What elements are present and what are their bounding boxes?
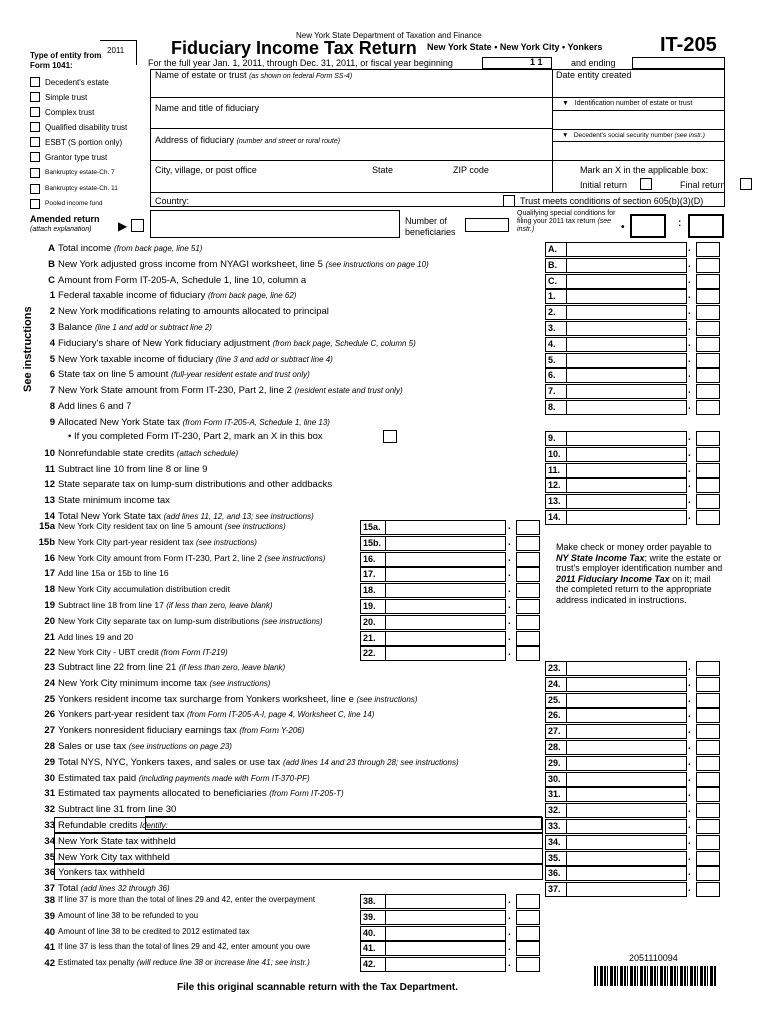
amount-field[interactable] [567,819,687,834]
line-number-box: 30. [545,772,567,787]
withholding-row-border [54,864,543,880]
line-number-box: 23. [545,661,567,676]
line-number-box: 20. [360,615,386,630]
cents-field[interactable] [516,615,540,630]
mark-x-label: Mark an X in the applicable box: [580,165,709,175]
line-text: New York State tax withheld [58,835,176,847]
city-label[interactable]: City, village, or post office [155,165,257,175]
entity-type-checkbox[interactable] [30,107,40,117]
cents-field[interactable] [516,552,540,567]
period-end-field[interactable] [632,57,725,69]
line-text: Refundable credits Identify: [58,820,168,831]
line-label: 23 [44,662,55,673]
line-label: 38 [44,895,55,906]
line-text: New York State amount from Form IT-230, Part 2, line 2 (resident estate and trust only) [58,385,403,397]
amount-field[interactable] [386,567,506,582]
entity-type-label: Complex trust [45,108,95,117]
line-number-box: 11. [545,463,567,478]
amount-field[interactable] [567,851,687,866]
line-label: 40 [44,926,55,938]
line-number-box: 19. [360,599,386,614]
amount-field[interactable] [567,431,687,446]
amount-field[interactable] [567,353,687,368]
line-number-box: 41. [360,941,386,956]
beneficiaries-field[interactable] [465,218,509,232]
entity-type-checkbox[interactable] [30,184,40,194]
line-label: 30 [44,772,55,784]
line-label: 39 [44,910,55,922]
barcode [594,966,716,986]
trust-605-label: Trust meets conditions of section 605(b)(3)(D) [520,196,704,206]
cents-field[interactable] [696,431,720,446]
line-label: 29 [44,756,55,768]
line-number-box: 27. [545,724,567,739]
line-number-box: 37. [545,882,567,897]
line-label: 19 [44,600,55,611]
line-number-box: 31. [545,787,567,802]
line-number-box: 36. [545,866,567,881]
line-label: 36 [44,867,55,879]
amount-field[interactable] [567,368,687,383]
line-text: Sales or use tax (see instructions on page 23) [58,741,232,752]
line-label: 42 [44,958,55,970]
cents-field[interactable] [696,835,720,850]
cents-field[interactable] [516,567,540,582]
entity-type-label: Decedent's estate [45,78,109,87]
line-number-box: 12. [545,478,567,493]
withholding-row-border [54,848,543,864]
line-label: 34 [44,835,55,847]
amount-field[interactable] [386,536,506,551]
cents-field[interactable] [696,447,720,462]
cents-field[interactable] [696,819,720,834]
fiduciary-name-label[interactable]: Name and title of fiduciary [155,103,260,113]
cents-field[interactable] [516,957,540,972]
line-number-box: 21. [360,631,386,646]
cents-field[interactable] [696,693,720,708]
scan-code: 2051110094 [629,953,678,963]
line-label: 1 [49,290,55,302]
amount-field[interactable] [567,677,687,692]
entity-type-label: Pooled income fund [45,200,103,207]
amount-field[interactable] [386,552,506,567]
line-number-box: C. [545,274,567,289]
arrow-right-icon: ▶ [118,219,128,233]
line-text: Subtract line 22 from line 21 (if less than zero, leave blank) [58,662,286,673]
amount-field[interactable] [567,242,687,257]
line-label: 7 [49,385,55,397]
line-number-box: 14. [545,510,567,525]
line-number-box: A. [545,242,567,257]
amount-field[interactable] [567,740,687,755]
line-number-box: 15a. [360,520,386,535]
amount-field[interactable] [567,274,687,289]
amount-field[interactable] [567,803,687,818]
period-text: For the full year Jan. 1, 2011, through Dec. 31, 2011, or fiscal year beginning [148,58,453,68]
cents-field[interactable] [516,583,540,598]
cents-field[interactable] [516,910,540,925]
line-text: State separate tax on lump-sum distributions and other addbacks [58,479,333,491]
entity-type-label: Simple trust [45,93,88,102]
beneficiaries-label: Number of beneficiaries [405,216,456,237]
amount-field[interactable] [567,447,687,462]
cents-field[interactable] [696,463,720,478]
form-subtitle: New York State • New York City • Yonkers [427,42,603,52]
line-label: 27 [44,725,55,737]
amount-field[interactable] [386,926,506,941]
initial-return-label: Initial return [580,180,628,190]
amount-field[interactable] [567,661,687,676]
period-begin-value: 1 1 [530,57,543,67]
line-number-box: 24. [545,677,567,692]
line-number-box: 9. [545,431,567,446]
line-text: Add lines 6 and 7 [58,401,132,412]
line-text: Add lines 19 and 20 [58,631,134,642]
cents-field[interactable] [696,866,720,881]
amended-note: (attach explanation) [30,226,92,233]
line-label: C [48,274,55,286]
amount-field[interactable] [386,599,506,614]
line-label: 4 [49,337,55,349]
amount-field[interactable] [567,258,687,273]
line-label: 12 [44,479,55,491]
line-number-box: 6. [545,368,567,383]
entity-type-checkbox[interactable] [30,168,40,178]
cents-field[interactable] [696,661,720,676]
line-number-box: 16. [360,552,386,567]
identify-credits-field[interactable] [145,816,542,830]
amount-field[interactable] [567,708,687,723]
entity-type-label: Qualified disability trust [45,123,128,132]
cents-field[interactable] [696,400,720,415]
line-number-box: 28. [545,740,567,755]
line-number-box: 4. [545,337,567,352]
cents-field[interactable] [696,724,720,739]
line-number-box: 5. [545,353,567,368]
line-label: 14 [44,511,55,522]
line-text: Subtract line 31 from line 30 [58,804,177,816]
cents-field[interactable] [696,740,720,755]
cents-field[interactable] [696,337,720,352]
special-condition-1[interactable] [630,214,666,238]
ssn-field[interactable] [552,141,725,161]
line-number-box: 40. [360,926,386,941]
amount-field[interactable] [386,520,506,535]
line-number-box: B. [545,258,567,273]
cents-field[interactable] [516,599,540,614]
see-instructions-side: See instructions [22,306,34,392]
estate-name-label[interactable]: Name of estate or trust (as shown on federal Form SS-4) [155,70,353,80]
line-label: 21 [44,631,55,643]
line-label: 28 [44,741,55,752]
address-label[interactable]: Address of fiduciary (number and street or rural route) [155,135,341,145]
form-id: IT-205 [660,34,717,56]
line-text: Total NYS, NYC, Yonkers taxes, and sales or use tax (add lines 14 and 23 through 28; see instructions) [58,756,459,768]
line-number-box: 42. [360,957,386,972]
line-text: New York City amount from Form IT-230, Part 2, line 2 (see instructions) [58,552,326,563]
line-label: 5 [49,353,55,365]
agency-name: New York State Department of Taxation and Finance [296,31,482,40]
line-label: 6 [49,369,55,381]
line-number-box: 39. [360,910,386,925]
line-text: Estimated tax penalty (will reduce line 38 or increase line 41; see instr.) [58,958,310,968]
line-text: Yonkers part-year resident tax (from Form IT-205-A-I, page 4, Worksheet C, line 14) [58,709,375,721]
line-text: New York taxable income of fiduciary (line 3 and add or subtract line 4) [58,353,333,365]
line9-mark-text: • If you completed Form IT-230, Part 2, mark an X in this box [68,430,323,442]
form-line [10,416,770,431]
line-text: Subtract line 18 from line 17 (if less than zero, leave blank) [58,600,273,610]
amount-field[interactable] [386,894,506,909]
final-return-checkbox[interactable] [740,178,752,190]
line-text: Estimated tax payments allocated to beneficiaries (from Form IT-205-T) [58,788,344,800]
line-number-box: 18. [360,583,386,598]
cents-field[interactable] [696,478,720,493]
line-label: 31 [44,788,55,800]
amount-field[interactable] [386,615,506,630]
line-text: New York adjusted gross income from NYAGI worksheet, line 5 (see instructions on page 10) [58,258,429,270]
cents-field[interactable] [696,384,720,399]
special-conditions-label: Qualifying special conditions for filing your 2011 tax return (see instr.) [517,210,616,233]
line-text: Balance (line 1 and add or subtract line 2) [58,322,212,333]
line-label: 41 [44,942,55,954]
amount-field[interactable] [386,941,506,956]
line-number-box: 32. [545,803,567,818]
cents-field[interactable] [696,494,720,509]
line-text: New York City minimum income tax (see instructions) [58,677,271,689]
line-number-box: 26. [545,708,567,723]
line-label: 37 [44,883,55,895]
cents-field[interactable] [696,708,720,723]
line-number-box: 13. [545,494,567,509]
line-text: Nonrefundable state credits (attach schedule) [58,447,239,459]
line-text: Yonkers tax withheld [58,867,145,879]
amount-field[interactable] [567,384,687,399]
line-number-box: 2. [545,305,567,320]
line-text: New York modifications relating to amounts allocated to principal [58,306,329,318]
entity-type-label: Type of entity from Form 1041: [30,51,102,70]
cents-field[interactable] [696,756,720,771]
amount-field[interactable] [567,494,687,509]
amount-field[interactable] [386,910,506,925]
tax-year: 2011 [107,46,125,55]
amount-field[interactable] [567,400,687,415]
cents-field[interactable] [516,631,540,646]
ein-label: ▼ Identification number of estate or trust [562,100,693,107]
line-number-box: 29. [545,756,567,771]
line-label: 18 [44,584,55,596]
amount-field[interactable] [567,787,687,802]
entity-type-checkbox[interactable] [30,122,40,132]
line-number-box: 15b. [360,536,386,551]
it230-checkbox[interactable] [383,430,397,443]
entity-type-label: Grantor type trust [45,153,108,162]
line-text: Federal taxable income of fiduciary (from back page, line 62) [58,290,297,302]
amount-field[interactable] [567,866,687,881]
amount-field[interactable] [567,693,687,708]
amount-field[interactable] [567,289,687,304]
line-label: 2 [49,306,55,318]
ssn-label: ▼ Decedent's social security number (see instr.) [562,132,705,139]
line-label: 11 [44,463,55,475]
line-number-box: 35. [545,851,567,866]
final-return-label: Final return [680,180,726,190]
line-number-box: 10. [545,447,567,462]
line-text: Allocated New York State tax (from Form IT-205-A, Schedule 1, line 13) [58,416,330,428]
amount-field[interactable] [567,463,687,478]
line-label: 33 [44,820,55,831]
initial-return-checkbox[interactable] [640,178,652,190]
payment-instructions: Make check or money order payable to NY State Income Tax; write the estate or trust's employer identification number and 2011 Fiduciary Income Tax on it; mail the completed return to the appropriate address indicated in instructions. [556,542,723,605]
cents-field[interactable] [696,289,720,304]
entity-type-checkbox[interactable] [30,137,40,147]
cents-field[interactable] [696,274,720,289]
income-dist-field[interactable] [150,210,400,238]
cents-field[interactable] [696,803,720,818]
line-label: 10 [44,447,55,459]
line-label: 9 [49,416,55,428]
cents-field[interactable] [696,353,720,368]
entity-type-label: ESBT (S portion only) [45,138,123,147]
line-label: 32 [44,804,55,816]
entity-type-label: Bankruptcy estate-Ch. 11 [45,185,118,192]
amount-field[interactable] [567,772,687,787]
zip-label[interactable]: ZIP code [453,165,489,175]
cents-field[interactable] [696,677,720,692]
line-label: 22 [44,647,55,659]
trust-605-checkbox[interactable] [503,195,515,207]
line-label: A [48,243,55,254]
entity-type-checkbox[interactable] [30,77,40,87]
line-label: 3 [49,322,55,333]
line-text: New York City tax withheld [58,851,170,863]
cents-field[interactable] [516,520,540,535]
line-number-box: 34. [545,835,567,850]
line-text: Total income (from back page, line 51) [58,243,203,254]
line-label: 20 [44,615,55,627]
form-title: Fiduciary Income Tax Return [171,38,417,58]
cents-field[interactable] [696,787,720,802]
entity-type-checkbox[interactable] [30,152,40,162]
line-text: State tax on line 5 amount (full-year resident estate and trust only) [58,369,310,381]
cents-field[interactable] [696,368,720,383]
line-label: B [48,258,55,270]
cents-field[interactable] [696,242,720,257]
cents-field[interactable] [516,536,540,551]
entity-type-checkbox[interactable] [30,199,40,209]
cents-field[interactable] [516,894,540,909]
entity-type-checkbox[interactable] [30,92,40,102]
line-number-box: 7. [545,384,567,399]
cents-field[interactable] [516,646,540,661]
line-text: New York City resident tax on line 5 amount (see instructions) [58,521,286,531]
line-text: New York City part-year resident tax (see instructions) [58,536,257,547]
state-label[interactable]: State [372,165,394,175]
line-label: 15b [38,536,55,548]
file-instructions: File this original scannable return with the Tax Department. [177,982,458,993]
line-text: Subtract line 10 from line 8 or line 9 [58,463,208,475]
entity-type-label: Bankruptcy estate-Ch. 7 [45,169,115,176]
line-text: Add line 15a or 15b to line 16 [58,568,169,579]
line-label: 25 [44,693,55,705]
line-label: 8 [49,401,55,412]
line-text: If line 37 is less than the total of lines 29 and 42, enter amount you owe [58,942,311,952]
line-number-box: 8. [545,400,567,415]
line-text: Total New York State tax (add lines 11, 12, and 13; see instructions) [58,511,314,522]
amount-field[interactable] [567,478,687,493]
line-text: Amount from Form IT-205-A, Schedule 1, line 10, column a [58,274,307,286]
line-number-box: 3. [545,321,567,336]
date-created-label[interactable]: Date entity created [556,70,632,80]
amount-field[interactable] [386,646,506,661]
amount-field[interactable] [386,957,506,972]
amount-field[interactable] [386,583,506,598]
amount-field[interactable] [567,835,687,850]
line-text: Yonkers resident income tax surcharge from Yonkers worksheet, line e (see instructions) [58,693,418,705]
withholding-row-border [54,833,543,849]
cents-field[interactable] [696,321,720,336]
line-text: Yonkers nonresident fiduciary earnings tax (from Form Y-206) [58,725,305,737]
line-text: Amount of line 38 to be refunded to you [58,910,199,920]
amount-field[interactable] [567,756,687,771]
line-text: State minimum income tax [58,495,170,507]
amount-field[interactable] [386,631,506,646]
country-label[interactable]: Country: [155,196,190,206]
line-text: If line 37 is more than the total of lines 29 and 42, enter the overpayment [58,895,316,904]
cents-field[interactable] [696,772,720,787]
cents-field[interactable] [516,941,540,956]
amount-field[interactable] [567,724,687,739]
cents-field[interactable] [696,258,720,273]
line-text: Total (add lines 32 through 36) [58,883,170,895]
cents-field[interactable] [516,926,540,941]
line-label: 16 [44,552,55,564]
and-ending-label: and ending [571,58,616,68]
amended-label: Amended return [30,214,100,224]
amount-field[interactable] [567,305,687,320]
line-number-box: 33. [545,819,567,834]
line-text: New York City - UBT credit (from Form IT-219) [58,647,228,658]
ein-field[interactable] [552,110,725,130]
line-text: Amount of line 38 to be credited to 2012 estimated tax [58,926,250,936]
line-number-box: 1. [545,289,567,304]
amended-checkbox[interactable] [131,219,144,232]
line-label: 24 [44,677,55,689]
line-text: Fiduciary's share of New York fiduciary adjustment (from back page, Schedule C, column 5) [58,337,416,349]
cents-field[interactable] [696,305,720,320]
amount-field[interactable] [567,337,687,352]
line-text: New York City separate tax on lump-sum distributions (see instructions) [58,615,323,626]
line-text: Estimated tax paid (including payments made with Form IT-370-PF) [58,772,310,784]
line-label: 35 [44,851,55,863]
line-text: New York City accumulation distribution credit [58,584,230,595]
line-number-box: 17. [360,567,386,582]
special-condition-2[interactable] [688,214,724,238]
line-number-box: 38. [360,894,386,909]
line-label: 17 [44,568,55,580]
line-label: 26 [44,709,55,721]
line-label: 15a [39,521,55,532]
line-label: 13 [44,495,55,507]
line-number-box: 25. [545,693,567,708]
cents-field[interactable] [696,851,720,866]
line-number-box: 22. [360,646,386,661]
amount-field[interactable] [567,321,687,336]
